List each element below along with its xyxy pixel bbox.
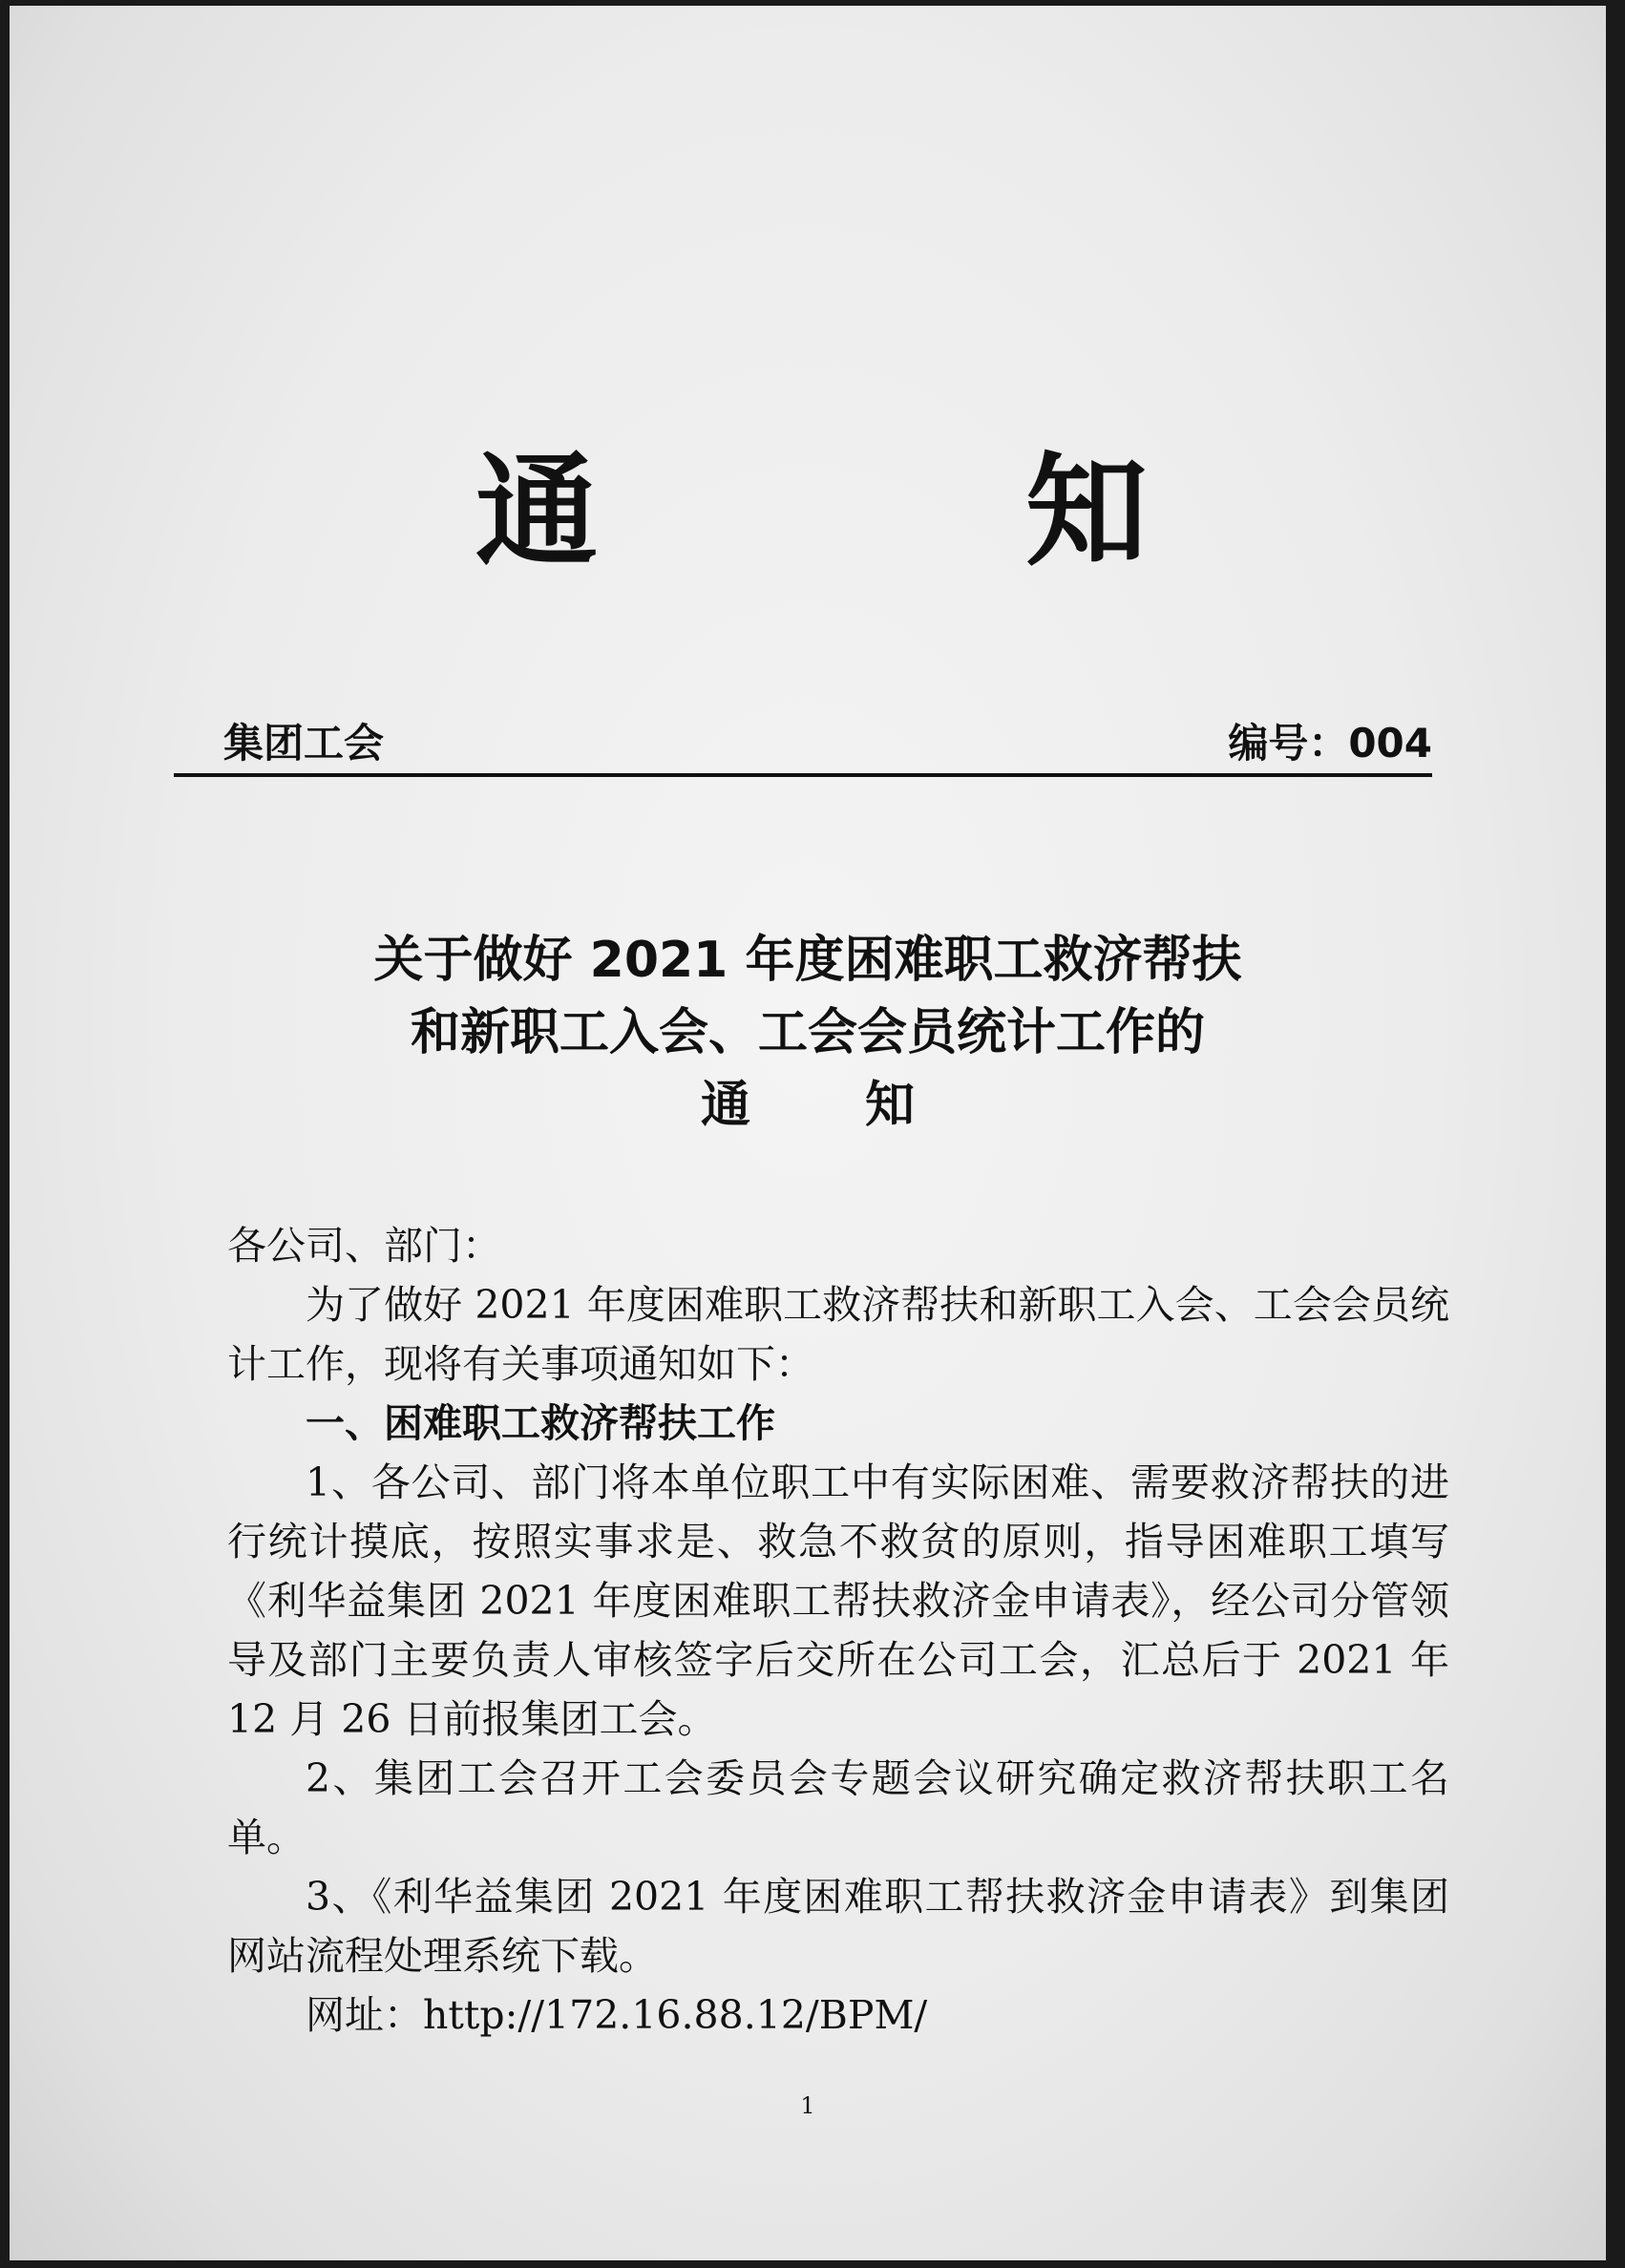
title-line-3: 通知 [700, 1077, 1029, 1134]
intro-paragraph: 为了做好 2021 年度困难职工救济帮扶和新职工入会、工会会员统计工作，现将有关事项通知如下： [227, 1282, 1449, 1387]
salutation: 各公司、部门： [227, 1223, 501, 1269]
header-divider [174, 773, 1432, 777]
title-line-2: 和新职工入会、工会会员统计工作的 [410, 1004, 1205, 1061]
page-number: 1 [800, 2092, 815, 2119]
notice-heading-char-1: 通 [475, 440, 599, 583]
item-paragraph: 2、集团工会召开工会委员会专题会议研究确定救济帮扶职工名单。 [227, 1755, 1449, 1860]
header-row [174, 703, 1432, 769]
notice-heading-char-2: 知 [1025, 440, 1149, 583]
document-body [227, 1216, 1449, 2045]
notice-heading [10, 440, 1606, 583]
title-line-1: 关于做好 2021 年度困难职工救济帮扶 [373, 932, 1242, 989]
document-title [10, 924, 1606, 1142]
section-heading: 一、困难职工救济帮扶工作 [306, 1400, 775, 1446]
item-paragraph: 1、各公司、部门将本单位职工中有实际困难、需要救济帮扶的进行统计摸底，按照实事求是、救急不救贫的原则，指导困难职工填写《利华益集团 2021 年度困难职工帮扶救济金申请表》，经公司分管领导及部门主要负责人审核签字后交所在公司工会，汇总后于 2021 年 12 月 26 日前报集团工会。 [227, 1460, 1449, 1742]
issuer: 集团工会 [223, 720, 385, 766]
website-line: 网址：http://172.16.88.12/BPM/ [306, 1992, 928, 2038]
document-number: 编号：004 [1228, 720, 1432, 766]
document-page [10, 6, 1606, 2260]
item-paragraph: 3、《利华益集团 2021 年度困难职工帮扶救济金申请表》到集团网站流程处理系统下载。 [227, 1874, 1449, 1979]
